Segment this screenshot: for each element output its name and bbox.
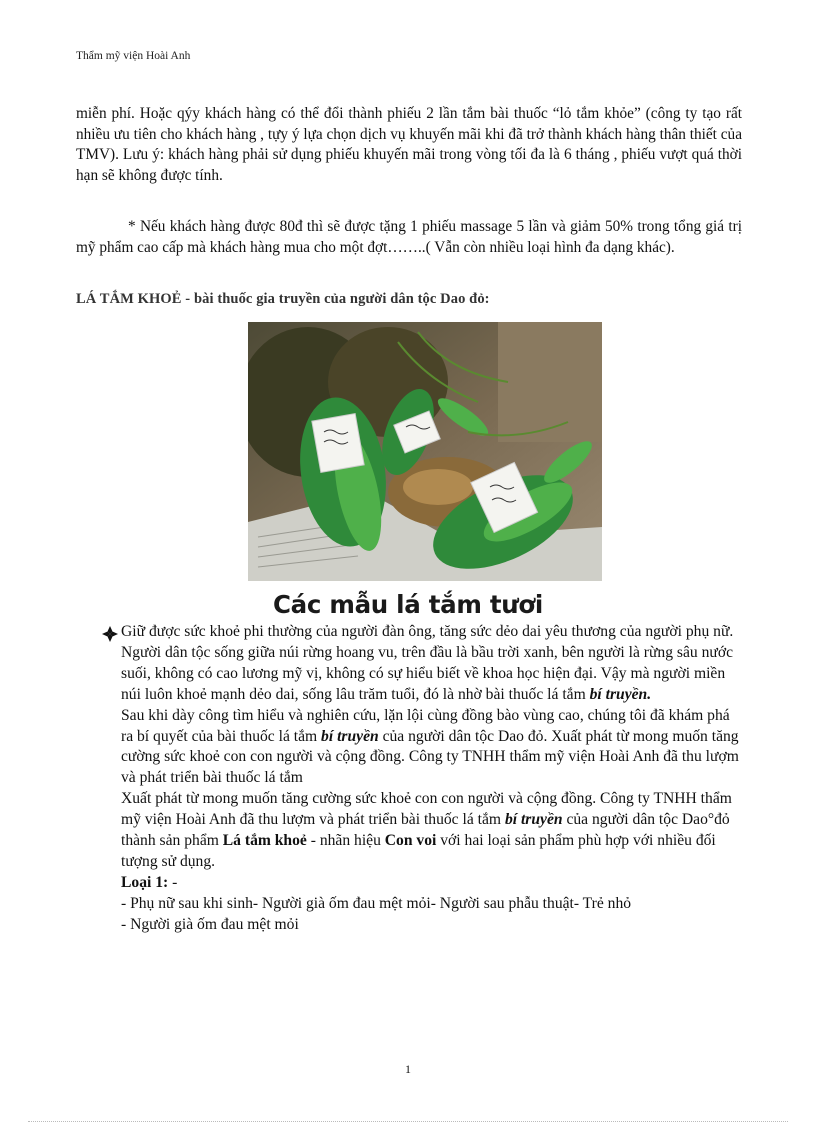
- bullet-p3-text-d: với hai loại sản phẩm phù hợp với nhiều đối tượng sử dụng.: [121, 832, 716, 870]
- paragraph-gift-offer-text: * Nếu khách hàng được 80đ thì sẽ được tặng 1 phiếu massage 5 lần và giảm 50% trong tổng giá trị mỹ phẩm cao cấp mà khách hàng mua cho một đợt……..( Vẫn còn nhiều loại hình đa dạng khác).: [76, 218, 742, 256]
- list-item: - Phụ nữ sau khi sinh- Người già ốm đau mệt mỏi- Người sau phẫu thuật- Trẻ nhỏ: [121, 894, 632, 912]
- product-name: Lá tắm khoẻ: [222, 832, 307, 850]
- bullet-p2-text-b: của người dân tộc Dao đỏ. Xuất phát từ mong muốn tăng cường sức khoẻ con con người và cộng đồng. Công ty TNHH thẩm mỹ viện Hoài Anh đã thu lượm và phát triển bài thuốc lá tắm: [121, 727, 739, 787]
- bullet-content: [121, 622, 743, 936]
- bullet-p3-emphasis: bí truyền: [504, 811, 563, 829]
- paragraph-gift-offer: [76, 217, 742, 258]
- type-1-dash: -: [168, 873, 178, 891]
- type-1-label: Loại 1:: [121, 873, 169, 891]
- section-heading-subtitle: - bài thuốc gia truyền của người dân tộc Dao đỏ:: [181, 291, 490, 307]
- paragraph-promo-terms: miễn phí. Hoặc qýy khách hàng có thể đổi thành phiếu 2 lần tắm bài thuốc “lỏ tắm khỏe” (công ty tạo rất nhiều ưu tiên cho khách hàng , tựy ý lựa chọn dịch vụ khuyến mãi khi đã trở thành khách hàng thân thiết của TMV). Lưu ý: khách hàng phải sử dụng phiếu khuyến mãi trong vòng tối đa là 6 tháng , phiếu vượt quá thời hạn sẽ không được tính.: [76, 105, 742, 184]
- bullet-p3-text-c: - nhãn hiệu: [306, 832, 385, 850]
- herbal-leaves-illustration: [248, 322, 602, 581]
- bullet-p3-text-a: Xuất phát từ mong muốn tăng cường sức khoẻ con con người và cộng đồng. Công ty TNHH thẩm mỹ viện Hoài Anh đã thu lượm và phát triển bài thuốc lá tắm: [121, 790, 732, 829]
- bullet-p2-text-a: Sau khi dày công tìm hiểu và nghiên cứu, lặn lội cùng đồng bào vùng cao, chúng tôi đã khám phá ra bí quyết của bài thuốc lá tắm: [121, 706, 730, 745]
- bullet-p1-text: Giữ được sức khoẻ phi thường của người đàn ông, tăng sức dẻo dai yêu thương của người phụ nữ. Người dân tộc sống giữa núi rừng hoang vu, trên đầu là bầu trời xanh, bên người là rừng sâu nước suối, không có cao lương mỹ vị, không có sự hiểu biết về khoa học hiện đại. Vậy mà người miền núi luôn khoẻ mạnh dẻo dai, sống lâu trăm tuổi, đó là nhờ bài thuốc lá tắm: [121, 623, 734, 703]
- bullet-paragraph-3: [121, 789, 743, 873]
- page-bottom-rule: [28, 1121, 788, 1122]
- photo-caption: Các mẫu lá tắm tươi: [272, 590, 544, 619]
- brand-name: Con voi: [384, 832, 437, 850]
- type-1-label-line: [121, 873, 743, 894]
- bullet-p1-emphasis: bí truyền.: [589, 685, 652, 703]
- section-heading: [76, 291, 490, 308]
- herbal-leaves-photo: [248, 322, 602, 581]
- page-number: 1: [405, 1062, 411, 1076]
- list-item: - Người già ốm đau mệt mỏi: [121, 915, 299, 933]
- section-heading-title: LÁ TẮM KHOẺ: [76, 291, 182, 307]
- bullet-paragraph-2: [121, 706, 743, 790]
- bullet-p2-emphasis: bí truyền: [321, 727, 379, 745]
- bullet-paragraph-1: [121, 622, 743, 706]
- bullet-p3-text-b: của người dân tộc Dao°đỏ thành sản phẩm: [121, 811, 730, 850]
- diamond-bullet-icon: [102, 626, 118, 642]
- page-header: Thẩm mỹ viện Hoài Anh: [76, 50, 191, 62]
